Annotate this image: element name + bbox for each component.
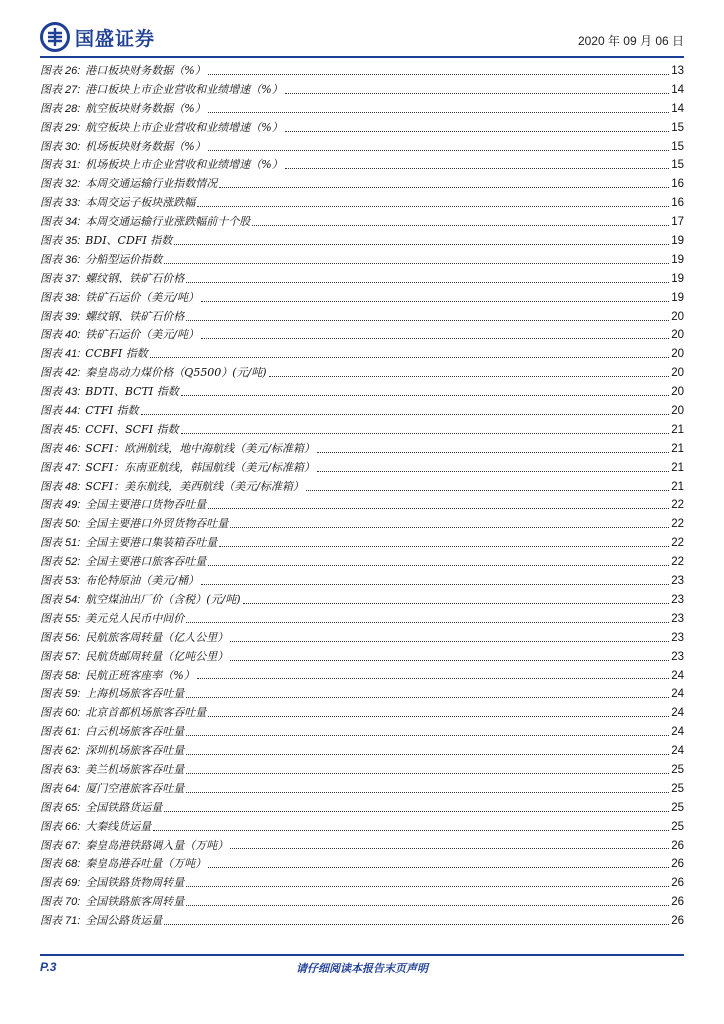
toc-entry-page: 16 bbox=[671, 178, 684, 191]
toc-entry-number: 70: bbox=[65, 896, 81, 909]
toc-entry[interactable] bbox=[40, 364, 684, 383]
toc-entry[interactable] bbox=[40, 818, 684, 837]
toc-entry-label: 图表 bbox=[40, 120, 62, 134]
toc-entry-number: 56: bbox=[65, 631, 81, 644]
toc-entry-label: 图表 bbox=[40, 800, 62, 814]
toc-entry-label: 图表 bbox=[40, 290, 62, 304]
toc-entry[interactable] bbox=[40, 610, 684, 629]
toc-leader-dots bbox=[197, 678, 669, 679]
toc-entry-number: 37: bbox=[65, 272, 81, 285]
toc-entry-title: 上海机场旅客吞吐量 bbox=[85, 687, 185, 701]
header-divider bbox=[40, 56, 684, 58]
toc-entry-page: 24 bbox=[671, 726, 684, 739]
toc-leader-dots bbox=[150, 357, 670, 358]
toc-entry-title: 全国主要港口外贸货物吞吐量 bbox=[85, 517, 229, 531]
page-header bbox=[40, 18, 684, 56]
toc-entry[interactable] bbox=[40, 648, 684, 667]
toc-entry-label: 图表 bbox=[40, 64, 62, 77]
toc-entry[interactable] bbox=[40, 289, 684, 308]
toc-entry-number: 45: bbox=[65, 423, 81, 436]
toc-entry-label: 图表 bbox=[40, 781, 62, 795]
toc-leader-dots bbox=[317, 452, 669, 453]
toc-entry-number: 50: bbox=[65, 518, 81, 531]
toc-leader-dots bbox=[186, 754, 669, 755]
toc-leader-dots bbox=[285, 131, 669, 132]
toc-entry-label: 图表 bbox=[40, 422, 62, 436]
toc-leader-dots bbox=[208, 112, 669, 113]
toc-entry-number: 27: bbox=[65, 83, 81, 96]
toc-entry-label: 图表 bbox=[40, 196, 62, 210]
toc-entry-label: 图表 bbox=[40, 479, 62, 493]
toc-leader-dots bbox=[186, 792, 669, 793]
toc-entry-label: 图表 bbox=[40, 101, 62, 115]
toc-leader-dots bbox=[208, 150, 669, 151]
toc-leader-dots bbox=[186, 697, 669, 698]
toc-entry-page: 14 bbox=[671, 83, 684, 96]
brand-name: 国盛证券 bbox=[75, 27, 156, 50]
toc-entry-label: 图表 bbox=[40, 404, 62, 418]
toc-entry-label: 图表 bbox=[40, 744, 62, 758]
toc-entry-page: 21 bbox=[671, 442, 684, 455]
toc-entry-label: 图表 bbox=[40, 895, 62, 909]
toc-leader-dots bbox=[285, 93, 669, 94]
toc-entry-label: 图表 bbox=[40, 385, 62, 399]
toc-entry-number: 49: bbox=[65, 499, 81, 512]
toc-entry[interactable] bbox=[40, 780, 684, 799]
toc-leader-dots bbox=[269, 376, 670, 377]
toc-entry-number: 58: bbox=[65, 669, 81, 682]
toc-entry-number: 55: bbox=[65, 612, 81, 625]
toc-leader-dots bbox=[186, 320, 669, 321]
toc-entry-label: 图表 bbox=[40, 762, 62, 776]
toc-entry-page: 24 bbox=[671, 688, 684, 701]
toc-entry-title: CCFI、SCFI 指数 bbox=[85, 422, 179, 436]
toc-entry-title: 深圳机场旅客吞吐量 bbox=[85, 744, 185, 758]
toc-entry-label: 图表 bbox=[40, 517, 62, 531]
toc-entry-number: 32: bbox=[65, 178, 81, 191]
toc-entry-number: 44: bbox=[65, 405, 81, 418]
toc-leader-dots bbox=[208, 74, 669, 75]
toc-entry-label: 图表 bbox=[40, 347, 62, 361]
toc-entry-label: 图表 bbox=[40, 914, 62, 928]
toc-entry-title: 秦皇岛港吞吐量（万吨） bbox=[85, 857, 207, 871]
toc-entry-page: 20 bbox=[671, 329, 684, 342]
toc-entry-title: 航空板块财务数据（%） bbox=[85, 101, 206, 115]
toc-entry-label: 图表 bbox=[40, 366, 62, 380]
toc-entry-title: 全国公路货运量 bbox=[85, 914, 163, 928]
toc-entry-number: 48: bbox=[65, 480, 81, 493]
disclaimer-notice: 请仔细阅读本报告末页声明 bbox=[296, 962, 428, 975]
toc-entry-page: 26 bbox=[671, 839, 684, 852]
toc-entry-label: 图表 bbox=[40, 725, 62, 739]
toc-entry[interactable] bbox=[40, 837, 684, 856]
toc-entry-page: 23 bbox=[671, 650, 684, 663]
toc-entry-number: 47: bbox=[65, 461, 81, 474]
toc-entry[interactable] bbox=[40, 81, 684, 100]
toc-entry-label: 图表 bbox=[40, 838, 62, 852]
toc-entry[interactable] bbox=[40, 496, 684, 515]
toc-entry-label: 图表 bbox=[40, 649, 62, 663]
toc-entry[interactable] bbox=[40, 459, 684, 478]
toc-leader-dots bbox=[186, 282, 669, 283]
toc-leader-dots bbox=[230, 641, 669, 642]
toc-entry[interactable] bbox=[40, 667, 684, 686]
toc-leader-dots bbox=[230, 660, 669, 661]
toc-entry[interactable] bbox=[40, 100, 684, 119]
toc-entry[interactable] bbox=[40, 421, 684, 440]
report-date: 2020 年 09 月 06 日 bbox=[577, 34, 684, 48]
toc-entry-page: 15 bbox=[671, 159, 684, 172]
toc-entry-title: 民航正班客座率（%） bbox=[85, 668, 195, 682]
toc-entry-title: 全国主要港口集装箱吞吐量 bbox=[85, 536, 218, 550]
toc-entry-title: 全国铁路货运量 bbox=[85, 800, 163, 814]
toc-entry[interactable] bbox=[40, 345, 684, 364]
toc-entry-page: 25 bbox=[671, 782, 684, 795]
toc-entry[interactable] bbox=[40, 874, 684, 893]
toc-leader-dots bbox=[317, 471, 669, 472]
toc-leader-dots bbox=[164, 924, 669, 925]
toc-entry-title: 秦皇岛港铁路调入量（万吨） bbox=[85, 838, 229, 852]
toc-entry-label: 图表 bbox=[40, 819, 62, 833]
toc-entry-number: 43: bbox=[65, 386, 81, 399]
toc-entry-title: 航空煤油出厂价（含税）(元/吨) bbox=[85, 592, 241, 606]
toc-entry-title: 全国铁路货物周转量 bbox=[85, 876, 185, 890]
toc-entry[interactable] bbox=[40, 893, 684, 912]
toc-entry-title: CCBFI 指数 bbox=[85, 347, 148, 361]
toc-entry-page: 25 bbox=[671, 763, 684, 776]
toc-leader-dots bbox=[186, 622, 669, 623]
toc-entry-page: 22 bbox=[671, 556, 684, 569]
toc-entry-number: 52: bbox=[65, 556, 81, 569]
toc-leader-dots bbox=[181, 433, 670, 434]
toc-entry-number: 61: bbox=[65, 726, 81, 739]
toc-leader-dots bbox=[164, 811, 669, 812]
toc-entry-page: 23 bbox=[671, 593, 684, 606]
toc-entry-page: 21 bbox=[671, 461, 684, 474]
toc-entry[interactable] bbox=[40, 194, 684, 213]
toc-entry-label: 图表 bbox=[40, 158, 62, 172]
toc-entry-number: 26: bbox=[65, 65, 81, 77]
toc-entry-page: 20 bbox=[671, 310, 684, 323]
toc-entry-page: 13 bbox=[671, 65, 684, 77]
toc-leader-dots bbox=[208, 565, 669, 566]
toc-entry-title: BDTI、BCTI 指数 bbox=[85, 385, 179, 399]
toc-entry-label: 图表 bbox=[40, 460, 62, 474]
toc-entry-title: 本周交通运输行业涨跌幅前十个股 bbox=[85, 215, 251, 229]
toc-entry[interactable] bbox=[40, 251, 684, 270]
toc-leader-dots bbox=[201, 301, 669, 302]
toc-entry-page: 15 bbox=[671, 121, 684, 134]
toc-entry-page: 20 bbox=[671, 386, 684, 399]
toc-leader-dots bbox=[201, 584, 669, 585]
toc-entry[interactable] bbox=[40, 515, 684, 534]
toc-entry-title: 本周交通运输行业指数情况 bbox=[85, 177, 218, 191]
toc-entry-label: 图表 bbox=[40, 706, 62, 720]
toc-entry-label: 图表 bbox=[40, 555, 62, 569]
toc-entry-page: 23 bbox=[671, 631, 684, 644]
toc-entry-number: 39: bbox=[65, 310, 81, 323]
toc-entry-page: 19 bbox=[671, 291, 684, 304]
toc-entry-number: 46: bbox=[65, 442, 81, 455]
toc-entry-page: 26 bbox=[671, 915, 684, 928]
toc-entry-number: 34: bbox=[65, 216, 81, 229]
toc-entry[interactable] bbox=[40, 175, 684, 194]
toc-entry-page: 19 bbox=[671, 272, 684, 285]
toc-leader-dots bbox=[141, 414, 670, 415]
toc-entry[interactable] bbox=[40, 383, 684, 402]
toc-leader-dots bbox=[186, 773, 669, 774]
toc-entry-number: 67: bbox=[65, 839, 81, 852]
toc-entry-title: 铁矿石运价（美元/吨） bbox=[85, 328, 200, 342]
toc-entry-number: 62: bbox=[65, 745, 81, 758]
toc-entry-title: SCFI：东南亚航线，韩国航线（美元/标准箱） bbox=[85, 460, 315, 474]
toc-entry-page: 22 bbox=[671, 518, 684, 531]
toc-leader-dots bbox=[174, 244, 669, 245]
toc-entry-number: 53: bbox=[65, 575, 81, 588]
toc-entry-label: 图表 bbox=[40, 630, 62, 644]
toc-entry-number: 29: bbox=[65, 121, 81, 134]
toc-entry-label: 图表 bbox=[40, 857, 62, 871]
toc-leader-dots bbox=[197, 206, 669, 207]
toc-entry[interactable] bbox=[40, 213, 684, 232]
toc-entry[interactable] bbox=[40, 119, 684, 138]
toc-entry-title: 美兰机场旅客吞吐量 bbox=[85, 762, 185, 776]
page-number: P.3 bbox=[40, 960, 57, 974]
toc-entry-number: 42: bbox=[65, 367, 81, 380]
toc-entry-page: 24 bbox=[671, 669, 684, 682]
toc-entry-number: 60: bbox=[65, 707, 81, 720]
toc-entry-label: 图表 bbox=[40, 687, 62, 701]
toc-entry[interactable] bbox=[40, 685, 684, 704]
toc-entry-title: 秦皇岛动力煤价格（Q5500）(元/吨) bbox=[85, 366, 267, 380]
toc-entry-number: 69: bbox=[65, 877, 81, 890]
toc-entry[interactable] bbox=[40, 553, 684, 572]
toc-entry-title: SCFI：欧洲航线，地中海航线（美元/标准箱） bbox=[85, 441, 315, 455]
toc-entry-page: 20 bbox=[671, 367, 684, 380]
toc-entry[interactable] bbox=[40, 855, 684, 874]
toc-entry-title: 港口板块上市企业营收和业绩增速（%） bbox=[85, 82, 283, 96]
toc-entry[interactable] bbox=[40, 723, 684, 742]
toc-leader-dots bbox=[243, 603, 670, 604]
toc-entry-page: 22 bbox=[671, 499, 684, 512]
toc-entry-number: 64: bbox=[65, 782, 81, 795]
toc-entry[interactable] bbox=[40, 156, 684, 175]
toc-entry-title: 铁矿石运价（美元/吨） bbox=[85, 290, 200, 304]
toc-entry-title: 民航货邮周转量（亿吨公里） bbox=[85, 649, 229, 663]
toc-entry-title: 北京首都机场旅客吞吐量 bbox=[85, 706, 207, 720]
toc-entry[interactable] bbox=[40, 308, 684, 327]
toc-entry[interactable] bbox=[40, 761, 684, 780]
toc-entry-label: 图表 bbox=[40, 592, 62, 606]
toc-entry-page: 19 bbox=[671, 253, 684, 266]
toc-entry-label: 图表 bbox=[40, 177, 62, 191]
toc-entry[interactable] bbox=[40, 440, 684, 459]
toc-entry-number: 36: bbox=[65, 253, 81, 266]
toc-entry[interactable] bbox=[40, 478, 684, 497]
toc-entry[interactable] bbox=[40, 232, 684, 251]
toc-entry-number: 63: bbox=[65, 763, 81, 776]
toc-leader-dots bbox=[208, 508, 669, 509]
toc-entry-number: 65: bbox=[65, 801, 81, 814]
toc-entry-number: 54: bbox=[65, 593, 81, 606]
toc-entry-page: 14 bbox=[671, 102, 684, 115]
toc-entry-number: 38: bbox=[65, 291, 81, 304]
toc-entry-page: 20 bbox=[671, 348, 684, 361]
toc-entry-label: 图表 bbox=[40, 139, 62, 153]
toc-entry-title: 白云机场旅客吞吐量 bbox=[85, 725, 185, 739]
toc-entry-label: 图表 bbox=[40, 668, 62, 682]
toc-entry[interactable] bbox=[40, 591, 684, 610]
toc-entry-page: 26 bbox=[671, 877, 684, 890]
toc-entry[interactable] bbox=[40, 62, 684, 81]
toc-entry-number: 59: bbox=[65, 688, 81, 701]
brand-logo bbox=[40, 22, 155, 52]
toc-leader-dots bbox=[219, 187, 669, 188]
toc-entry-number: 28: bbox=[65, 102, 81, 115]
guosheng-logo-icon bbox=[40, 22, 70, 52]
toc-entry-label: 图表 bbox=[40, 611, 62, 625]
toc-entry-page: 24 bbox=[671, 707, 684, 720]
toc-entry[interactable] bbox=[40, 572, 684, 591]
toc-entry-title: 螺纹钢、铁矿石价格 bbox=[85, 271, 185, 285]
toc-entry[interactable] bbox=[40, 270, 684, 289]
toc-leader-dots bbox=[153, 830, 669, 831]
toc-entry-number: 68: bbox=[65, 858, 81, 871]
toc-entry-page: 25 bbox=[671, 820, 684, 833]
toc-entry-number: 57: bbox=[65, 650, 81, 663]
toc-entry-title: 本周交运子板块涨跌幅 bbox=[85, 196, 196, 210]
toc-entry-title: 美元兑人民币中间价 bbox=[85, 611, 185, 625]
toc-entry-page: 26 bbox=[671, 858, 684, 871]
toc-entry-number: 41: bbox=[65, 348, 81, 361]
toc-entry[interactable] bbox=[40, 799, 684, 818]
toc-entry-title: 全国主要港口旅客吞吐量 bbox=[85, 555, 207, 569]
toc-leader-dots bbox=[252, 225, 669, 226]
toc-entry[interactable] bbox=[40, 629, 684, 648]
toc-entry-page: 23 bbox=[671, 612, 684, 625]
toc-entry[interactable] bbox=[40, 704, 684, 723]
toc-entry-page: 16 bbox=[671, 197, 684, 210]
toc-entry-page: 25 bbox=[671, 801, 684, 814]
toc-leader-dots bbox=[201, 338, 669, 339]
toc-entry[interactable] bbox=[40, 402, 684, 421]
toc-entry-label: 图表 bbox=[40, 271, 62, 285]
toc-leader-dots bbox=[186, 735, 669, 736]
footer-divider bbox=[40, 954, 684, 956]
toc-entry-page: 17 bbox=[671, 216, 684, 229]
toc-entry[interactable] bbox=[40, 138, 684, 157]
toc-entry-title: BDI、CDFI 指数 bbox=[85, 234, 173, 248]
toc-entry-page: 23 bbox=[671, 575, 684, 588]
toc-entry-label: 图表 bbox=[40, 234, 62, 248]
toc-entry-page: 20 bbox=[671, 405, 684, 418]
toc-entry-label: 图表 bbox=[40, 536, 62, 550]
toc-entry[interactable] bbox=[40, 534, 684, 553]
toc-entry-label: 图表 bbox=[40, 82, 62, 96]
toc-entry-page: 22 bbox=[671, 537, 684, 550]
toc-entry-title: 港口板块财务数据（%） bbox=[85, 64, 206, 77]
toc-entry-label: 图表 bbox=[40, 876, 62, 890]
toc-entry-title: 大秦线货运量 bbox=[85, 819, 152, 833]
toc-entry[interactable] bbox=[40, 912, 684, 931]
toc-entry-title: 航空板块上市企业营收和业绩增速（%） bbox=[85, 120, 283, 134]
toc-entry-title: 机场板块上市企业营收和业绩增速（%） bbox=[85, 158, 283, 172]
toc-leader-dots bbox=[164, 263, 669, 264]
toc-entry-label: 图表 bbox=[40, 215, 62, 229]
toc-entry-label: 图表 bbox=[40, 498, 62, 512]
figure-list bbox=[40, 62, 684, 931]
toc-entry-title: CTFI 指数 bbox=[85, 404, 139, 418]
toc-leader-dots bbox=[230, 527, 669, 528]
toc-entry-label: 图表 bbox=[40, 309, 62, 323]
toc-entry-title: SCFI：美东航线，美西航线（美元/标准箱） bbox=[85, 479, 304, 493]
toc-leader-dots bbox=[181, 395, 669, 396]
toc-leader-dots bbox=[230, 848, 669, 849]
toc-entry-title: 全国铁路旅客周转量 bbox=[85, 895, 185, 909]
toc-leader-dots bbox=[208, 716, 669, 717]
toc-entry[interactable] bbox=[40, 326, 684, 345]
toc-entry-number: 66: bbox=[65, 820, 81, 833]
toc-entry-page: 21 bbox=[671, 480, 684, 493]
toc-entry-title: 螺纹钢、铁矿石价格 bbox=[85, 309, 185, 323]
toc-entry-number: 71: bbox=[65, 915, 81, 928]
toc-entry-label: 图表 bbox=[40, 574, 62, 588]
toc-leader-dots bbox=[186, 905, 669, 906]
toc-entry-page: 19 bbox=[671, 235, 684, 248]
toc-entry-number: 30: bbox=[65, 140, 81, 153]
toc-entry-label: 图表 bbox=[40, 252, 62, 266]
toc-leader-dots bbox=[186, 886, 669, 887]
toc-entry-title: 厦门空港旅客吞吐量 bbox=[85, 781, 185, 795]
toc-leader-dots bbox=[285, 168, 669, 169]
toc-entry[interactable] bbox=[40, 742, 684, 761]
toc-entry-title: 机场板块财务数据（%） bbox=[85, 139, 206, 153]
toc-entry-number: 33: bbox=[65, 197, 81, 210]
toc-entry-title: 民航旅客周转量（亿人公里） bbox=[85, 630, 229, 644]
toc-entry-label: 图表 bbox=[40, 441, 62, 455]
toc-entry-title: 分船型运价指数 bbox=[85, 252, 163, 266]
toc-entry-number: 40: bbox=[65, 329, 81, 342]
toc-entry-page: 26 bbox=[671, 896, 684, 909]
toc-entry-page: 15 bbox=[671, 140, 684, 153]
toc-entry-title: 全国主要港口货物吞吐量 bbox=[85, 498, 207, 512]
toc-entry-title: 布伦特原油（美元/桶） bbox=[85, 574, 200, 588]
toc-entry-page: 24 bbox=[671, 745, 684, 758]
toc-entry-number: 31: bbox=[65, 159, 81, 172]
toc-entry-label: 图表 bbox=[40, 328, 62, 342]
toc-entry-number: 51: bbox=[65, 537, 81, 550]
toc-entry-page: 21 bbox=[671, 423, 684, 436]
toc-entry-number: 35: bbox=[65, 235, 81, 248]
toc-leader-dots bbox=[219, 546, 669, 547]
toc-leader-dots bbox=[208, 867, 669, 868]
toc-leader-dots bbox=[306, 490, 669, 491]
